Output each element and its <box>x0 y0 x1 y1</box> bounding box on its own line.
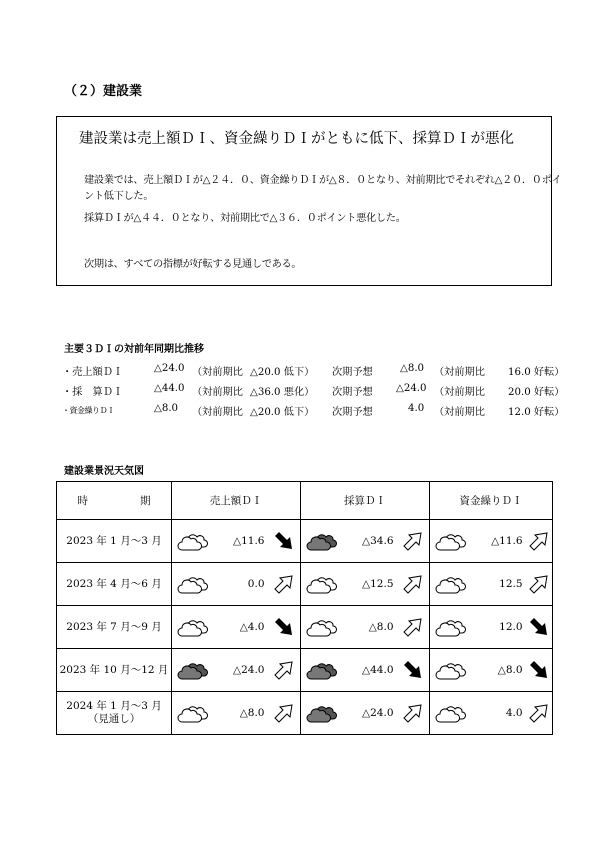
dark-cloud-icon <box>305 529 339 553</box>
weather-row <box>57 520 553 563</box>
summary-box <box>56 116 562 286</box>
dark-cloud-icon <box>176 658 210 682</box>
di-prev-prefix: （対前期比 <box>192 367 243 378</box>
cloud-icon <box>434 615 468 639</box>
arrow-up-right-icon <box>402 702 424 724</box>
profit-weather-cell <box>301 692 343 735</box>
sales-weather-cell <box>172 692 214 735</box>
weather-row <box>57 606 553 649</box>
summary-headline: 建設業は売上額ＤＩ、資金繰りＤＩがともに低下、採算ＤＩが悪化 <box>79 131 514 147</box>
di-value: △44.0 <box>154 383 185 394</box>
arrow-up-right-icon <box>273 702 295 724</box>
header-profit: 採算ＤＩ <box>301 482 430 520</box>
cloud-icon <box>434 701 468 725</box>
cash-trend-cell <box>527 692 553 735</box>
profit-value: △8.0 <box>343 606 398 649</box>
cloud-icon <box>176 615 210 639</box>
profit-weather-cell <box>301 520 343 563</box>
cash-trend-cell <box>527 563 553 606</box>
sales-weather-cell <box>172 606 214 649</box>
cash-weather-cell <box>430 606 472 649</box>
sales-trend-cell <box>269 563 301 606</box>
weather-row <box>57 692 553 735</box>
cash-weather-cell <box>430 649 472 692</box>
cloud-icon <box>176 701 210 725</box>
di-value: △8.0 <box>154 403 179 414</box>
arrow-up-right-icon <box>273 659 295 681</box>
header-period: 時 期 <box>57 482 172 520</box>
profit-weather-cell <box>301 649 343 692</box>
period-label: 2023 年 4 月～6 月 <box>66 577 162 590</box>
header-row <box>57 482 553 520</box>
arrow-down-right-icon <box>273 530 295 552</box>
di-forecast-label: 次期予想 <box>332 367 373 378</box>
profit-value: △12.5 <box>343 563 398 606</box>
period-label: 2023 年 10 月～12 月 <box>59 663 169 676</box>
cash-value: △8.0 <box>472 649 527 692</box>
cash-weather-cell <box>430 692 472 735</box>
summary-paragraph-1: 建設業では、売上額ＤＩが△２４．０、資金繰りＤＩが△８．０となり、対前期比でそれぞれ△２０．０ポイント低下した。 <box>84 175 562 202</box>
sales-weather-cell <box>172 649 214 692</box>
di-label: ・資金繰りＤＩ <box>62 406 115 415</box>
profit-trend-cell <box>398 649 430 692</box>
header-cash: 資金繰りＤＩ <box>430 482 553 520</box>
cash-trend-cell <box>527 606 553 649</box>
di-prev-val: △36.0 悪化） <box>250 387 315 398</box>
di-trend-title: 主要３ＤＩの対前年同期比推移 <box>64 344 204 355</box>
sales-trend-cell <box>269 649 301 692</box>
arrow-up-right-icon <box>402 573 424 595</box>
di-fc-val: 20.0 好転） <box>508 387 565 398</box>
dark-cloud-icon <box>305 658 339 682</box>
period-label: 2024 年 1 月～3 月 <box>66 700 162 712</box>
period-cell <box>57 563 172 606</box>
cloud-icon <box>176 572 210 596</box>
dark-cloud-icon <box>305 701 339 725</box>
di-forecast-label: 次期予想 <box>332 407 373 418</box>
arrow-up-right-icon <box>528 530 550 552</box>
di-fc-prefix: （対前期比 <box>434 387 485 398</box>
profit-value: △34.6 <box>343 520 398 563</box>
di-fc-prefix: （対前期比 <box>434 407 485 418</box>
di-forecast-val: 4.0 <box>408 403 425 414</box>
di-fc-val: 12.0 好転） <box>508 407 565 418</box>
sales-trend-cell <box>269 520 301 563</box>
di-forecast-val: △8.0 <box>400 363 425 374</box>
sales-value: 0.0 <box>214 563 269 606</box>
sales-value: △11.6 <box>214 520 269 563</box>
arrow-up-right-icon <box>528 573 550 595</box>
summary-paragraph-2: 採算ＤＩが△４４．０となり、対前期比で△３６．０ポイント悪化した。 <box>84 213 406 224</box>
cash-value: △11.6 <box>472 520 527 563</box>
period-cell <box>57 606 172 649</box>
di-forecast-label: 次期予想 <box>332 387 373 398</box>
di-value: △24.0 <box>154 363 185 374</box>
cash-value: 12.0 <box>472 606 527 649</box>
di-fc-prefix: （対前期比 <box>434 367 485 378</box>
weather-map-table <box>56 481 553 735</box>
cloud-icon <box>434 529 468 553</box>
cash-trend-cell <box>527 520 553 563</box>
arrow-up-right-icon <box>273 573 295 595</box>
profit-trend-cell <box>398 606 430 649</box>
arrow-down-right-icon <box>273 616 295 638</box>
cloud-icon <box>434 572 468 596</box>
cash-weather-cell <box>430 520 472 563</box>
period-cell <box>57 692 172 735</box>
di-prev-prefix: （対前期比 <box>192 387 243 398</box>
cloud-icon <box>305 572 339 596</box>
profit-weather-cell <box>301 606 343 649</box>
cash-weather-cell <box>430 563 472 606</box>
di-fc-val: 16.0 好転） <box>508 367 565 378</box>
sales-value: △4.0 <box>214 606 269 649</box>
header-sales: 売上額ＤＩ <box>172 482 301 520</box>
cloud-icon <box>305 615 339 639</box>
sales-trend-cell <box>269 606 301 649</box>
di-prev-prefix: （対前期比 <box>192 407 243 418</box>
sales-weather-cell <box>172 520 214 563</box>
profit-value: △44.0 <box>343 649 398 692</box>
cloud-icon <box>434 658 468 682</box>
di-label: ・売上額ＤＩ <box>62 367 124 378</box>
arrow-up-right-icon <box>402 616 424 638</box>
period-cell <box>57 520 172 563</box>
di-prev-val: △20.0 低下） <box>250 367 315 378</box>
sales-value: △24.0 <box>214 649 269 692</box>
period-cell <box>57 649 172 692</box>
di-label: ・採 算ＤＩ <box>62 387 124 398</box>
profit-trend-cell <box>398 520 430 563</box>
arrow-down-right-icon <box>528 616 550 638</box>
sales-value: △8.0 <box>214 692 269 735</box>
profit-trend-cell <box>398 692 430 735</box>
profit-weather-cell <box>301 563 343 606</box>
sales-weather-cell <box>172 563 214 606</box>
weather-map-title: 建設業景況天気図 <box>64 466 144 477</box>
period-label: 2023 年 7 月～9 月 <box>66 620 162 633</box>
cash-value: 4.0 <box>472 692 527 735</box>
section-title: （２）建設業 <box>64 84 143 99</box>
cash-trend-cell <box>527 649 553 692</box>
weather-row <box>57 649 553 692</box>
di-forecast-val: △24.0 <box>396 383 427 394</box>
arrow-up-right-icon <box>528 702 550 724</box>
cloud-icon <box>176 529 210 553</box>
sales-trend-cell <box>269 692 301 735</box>
summary-paragraph-3: 次期は、すべての指標が好転する見通しである。 <box>84 259 302 270</box>
di-prev-val: △20.0 低下） <box>250 407 315 418</box>
period-sublabel: （見通し） <box>87 713 141 725</box>
weather-row <box>57 563 553 606</box>
cash-value: 12.5 <box>472 563 527 606</box>
arrow-down-right-icon <box>528 659 550 681</box>
period-label: 2023 年 1 月～3 月 <box>66 534 162 547</box>
profit-value: △24.0 <box>343 692 398 735</box>
arrow-up-right-icon <box>402 530 424 552</box>
arrow-down-right-icon <box>402 659 424 681</box>
profit-trend-cell <box>398 563 430 606</box>
